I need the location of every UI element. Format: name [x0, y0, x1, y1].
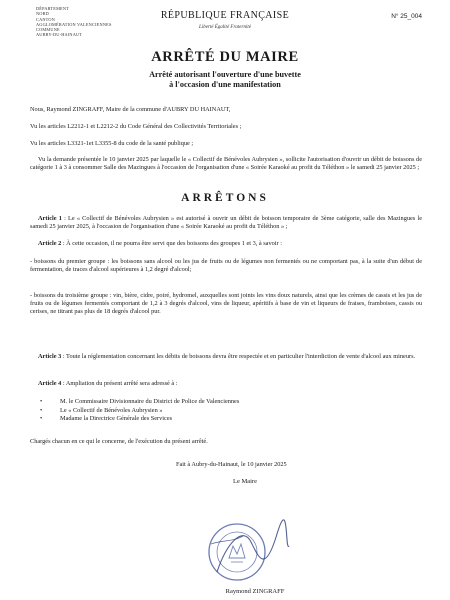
mayor-label: Le Maire [232, 478, 257, 485]
beverage-group-1: - boissons du premier groupe : les boissons sans alcool ou les jus de fruits ou de légumes non fermentés ou ne comportant pas, à la suite d'un début de fermentation, de traces d'alcool supérieures à 1,2 degré d'alcool; [30, 258, 422, 273]
beverage-group-3: - boissons du troisième groupe : vin, bière, cidre, poiré, hydromel, auxquelles sont joints les vins doux naturels, ainsi que les crèmes de cassis et les jus de fruits ou de légumes fermentés comportant de 1,2 à 3 degrés d'alcool, vins de liqueur, apéritifs à base de vin et liqueurs de fraises, framboises, cassis ou cerises, ne titrant pas plus de 18 degrés d'alcool pur. [30, 292, 422, 315]
header-line: CANTON [36, 16, 56, 22]
bullet-icon: • [40, 398, 43, 405]
municipal-seal-icon [203, 512, 293, 592]
subtitle-line: à l'occasion d'une manifestation [169, 80, 281, 89]
closing-statement: Chargés chacun en ce qui le concerne, de l'exécution du présent arrêté. [30, 438, 208, 445]
mayor-intro: Nous, Raymond ZINGRAFF, Maire de la commune d'AUBRY DU HAINAUT, [30, 106, 231, 113]
header-line: AGGLOMÉRATION VALENCIENNES [36, 21, 112, 27]
recipient-label: M. le Commissaire Divisionnaire du District de Police de Valenciennes [60, 398, 240, 405]
recipient-label: Madame la Directrice Générale des Services [60, 415, 173, 423]
bullet-icon: • [40, 406, 43, 414]
request-paragraph: Vu la demande présentée le 10 janvier 2025 par laquelle le « Collectif de Bénévoles Aubrysien », sollicite l'autorisation d'ouvrir un débit de boissons de catégorie 1 à 3 à consommer Salle des Mazingues à l'occasion de l'organisation d'une « Soirée Karaoké au profit du Téléthon » le samedi 25 janvier 2025 ; [30, 156, 422, 171]
republic-heading: RÉPUBLIQUE FRANÇAISE [160, 10, 290, 21]
place-and-date: Fait à Aubry-du-Hainaut, le 10 janvier 2025 [176, 461, 287, 468]
article-3 [30, 353, 422, 361]
legal-reference-1: Vu les articles L2212-1 et L2212-2 du Code Général des Collectivités Territoriales ; [30, 123, 242, 130]
article-1 [30, 215, 422, 231]
article-4-label: Article 4 [38, 380, 62, 387]
article-3-text: : Toute la réglementation concernant les débits de boissons devra être respectée et en particulier l'interdiction de vente d'alcool aux mineurs. [61, 353, 416, 360]
article-2 [30, 240, 422, 248]
bullet-icon: • [40, 415, 43, 423]
header-line: DÉPARTEMENT [36, 6, 70, 11]
document-subtitle [0, 70, 450, 90]
list-item [40, 398, 400, 407]
document-number: N° 25_004 [391, 13, 422, 20]
recipients-list [40, 398, 400, 424]
arretons-heading: ARRÊTONS [181, 192, 269, 204]
article-2-text: : À cette occasion, il ne pourra être servi que des boissons des groupes 1 et 3, à savoir : [61, 240, 282, 247]
subtitle-line: Arrêté autorisant l'ouverture d'une buvette [149, 70, 301, 79]
article-2-label: Article 2 [38, 240, 62, 247]
header-line: NORD [36, 11, 49, 17]
signer-name: Raymond ZINGRAFF [225, 588, 285, 595]
article-4-text: : Ampliation du présent arrêté sera adressé à : [61, 380, 178, 387]
recipient-label: Le « Collectif de Bénévoles Aubrysien » [60, 406, 163, 414]
list-item [40, 407, 400, 416]
header-line: AUBRY-DU-HAINAUT [36, 32, 83, 38]
article-4 [30, 380, 422, 388]
article-3-label: Article 3 [38, 353, 62, 360]
list-item [40, 415, 400, 424]
article-1-text: : Le « Collectif de Bénévoles Aubrysien » est autorisé à ouvrir un débit de boisson temporaire de 3ème catégorie, salle des Mazingues le samedi 25 janvier 2025, à l'occasion de l'organisation d'une « Soirée Karaoké au profit du Téléthon » ; [30, 215, 422, 230]
header-line: COMMUNE [36, 27, 60, 33]
republic-motto: Liberté Égalité Fraternité [199, 25, 251, 30]
document-title: ARRÊTÉ DU MAIRE [151, 49, 299, 65]
article-1-label: Article 1 [38, 215, 62, 222]
legal-reference-2: Vu les articles L3321-1et L3355-8 du code de la santé publique ; [30, 140, 194, 147]
